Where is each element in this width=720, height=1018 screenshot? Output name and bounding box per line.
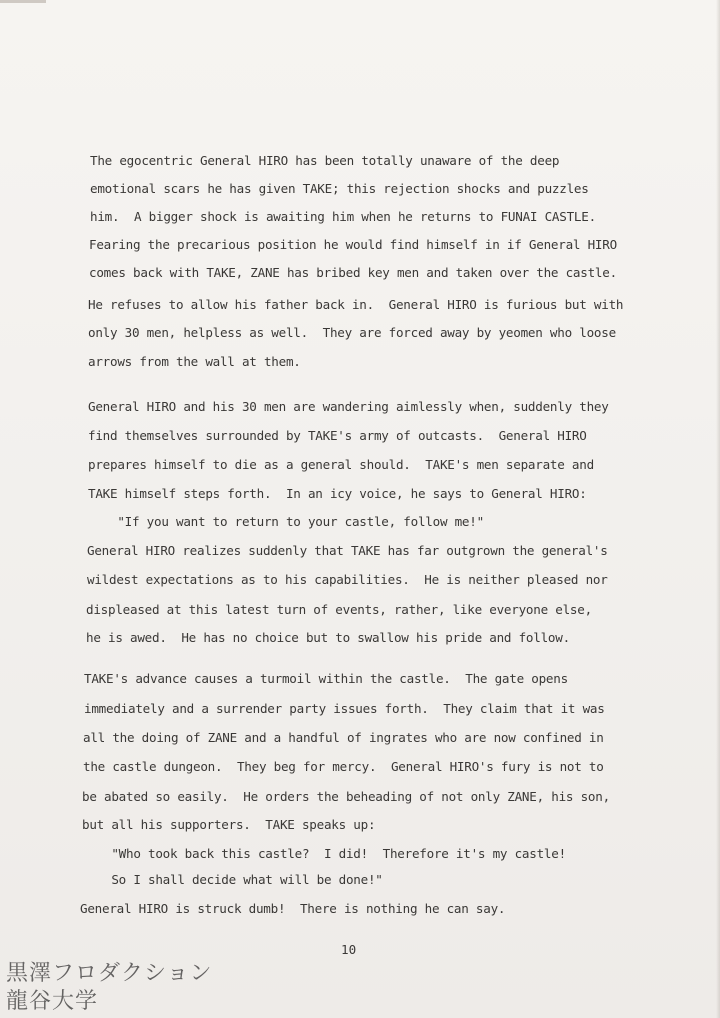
- text-line: be abated so easily. He orders the beheading of not only ZANE, his son,: [82, 789, 610, 804]
- text-line: He refuses to allow his father back in. General HIRO is furious but with: [88, 297, 624, 312]
- text-line: arrows from the wall at them.: [88, 354, 301, 369]
- text-line: General HIRO and his 30 men are wandering aimlessly when, suddenly they: [88, 399, 609, 414]
- text-line: wildest expectations as to his capabilities. He is neither pleased nor: [87, 572, 608, 587]
- watermark-producer: 黒澤フロダクション: [6, 961, 213, 986]
- quote-line: So I shall decide what will be done!": [82, 872, 383, 887]
- text-line: the castle dungeon. They beg for mercy. General HIRO's fury is not to: [83, 759, 604, 774]
- quote-line: "If you want to return to your castle, follow me!": [88, 514, 484, 529]
- text-line: comes back with TAKE, ZANE has bribed key men and taken over the castle.: [89, 265, 617, 280]
- watermark-university: 龍谷大学: [6, 989, 99, 1014]
- text-line: immediately and a surrender party issues forth. They claim that it was: [84, 701, 605, 716]
- text-line: TAKE's advance causes a turmoil within the castle. The gate opens: [84, 671, 568, 686]
- quote-line: "Who took back this castle? I did! Therefore it's my castle!: [82, 846, 566, 861]
- text-line: General HIRO realizes suddenly that TAKE has far outgrown the general's: [87, 543, 608, 558]
- text-line: emotional scars he has given TAKE; this rejection shocks and puzzles: [90, 181, 589, 196]
- text-line: all the doing of ZANE and a handful of ingrates who are now confined in: [83, 730, 604, 745]
- page-shadow: [716, 0, 720, 1018]
- text-line: The egocentric General HIRO has been totally unaware of the deep: [90, 153, 560, 168]
- text-line: TAKE himself steps forth. In an icy voice, he says to General HIRO:: [88, 486, 587, 501]
- text-line: Fearing the precarious position he would find himself in if General HIRO: [89, 237, 617, 252]
- text-line: General HIRO is struck dumb! There is nothing he can say.: [80, 901, 506, 916]
- text-line: find themselves surrounded by TAKE's army of outcasts. General HIRO: [88, 428, 587, 443]
- page-number: 10: [341, 942, 357, 957]
- text-line: he is awed. He has no choice but to swallow his pride and follow.: [86, 630, 570, 645]
- text-line: displeased at this latest turn of events, rather, like everyone else,: [86, 602, 592, 617]
- text-line: him. A bigger shock is awaiting him when he returns to FUNAI CASTLE.: [90, 209, 596, 224]
- text-line: but all his supporters. TAKE speaks up:: [82, 817, 376, 832]
- text-line: only 30 men, helpless as well. They are forced away by yeomen who loose: [88, 325, 616, 340]
- text-line: prepares himself to die as a general should. TAKE's men separate and: [88, 457, 594, 472]
